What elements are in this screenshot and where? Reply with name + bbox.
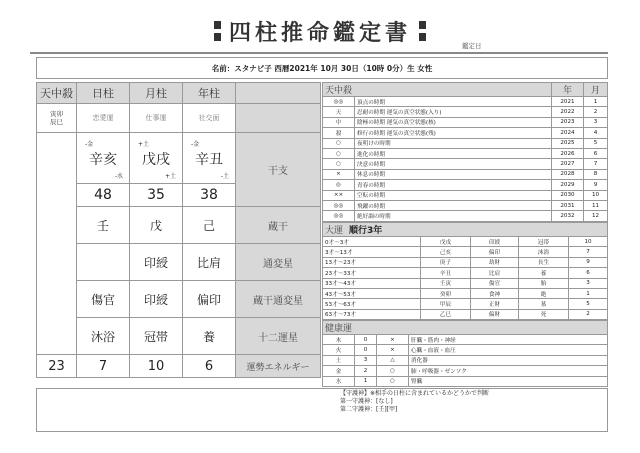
row-year: 2027 [552,159,584,169]
row-year: 2031 [552,200,584,210]
row-age: 53才～63才 [323,299,421,309]
kanshi-element-top: -金 [191,141,200,148]
row-year: 2030 [552,190,584,200]
row-juuni: 養 [519,268,569,278]
row-mark: ◎◎ [323,200,355,210]
guardian-first: 第一守護神：[なし] [340,398,393,405]
row-kanshi: 辛丑 [421,268,471,278]
tenchusatsu-values [37,104,77,133]
row-age: 0才～3才 [323,237,421,247]
tenchusatsu-panel-title: 天中殺 [323,83,552,97]
kanshi-element-bottom: -土 [220,173,229,180]
row-text: 進化の時期 [355,148,552,158]
row-organs: 腎臓 [409,376,608,386]
row-mark: ◎◎ [323,97,355,107]
health-row [323,355,608,365]
kanshi-year [183,133,236,184]
row-organs: 肝臓・筋肉・神経 [409,335,608,345]
document-title [214,16,426,47]
row-tsuhen: 傷官 [471,278,519,288]
row-mark: ○ [323,159,355,169]
taiun-panel [322,222,608,320]
blank-label-cell [236,104,321,133]
kanshi-element-bottom: +土 [164,173,176,180]
row-kanshi: 庚子 [421,257,471,267]
row-element: 金 [323,366,355,376]
header-tenchusatsu: 天中殺 [37,83,77,104]
row-tsuhen: 比肩 [471,268,519,278]
taiun-title: 大運 [325,226,344,236]
row-organs: 肺・呼吸器・ゼンソク [409,366,608,376]
row-text: 青春の時期 [355,180,552,190]
document-title-bar [0,14,640,50]
tenchusatsu-panel [322,82,608,222]
tenchusatsu-row [323,148,608,158]
taiun-row [323,247,608,257]
kanshi-main: 辛亥 [89,152,117,168]
row-month: 9 [584,180,608,190]
row-age: 23才～33才 [323,268,421,278]
row-mark: ◎◎ [323,211,355,221]
header-day-pillar: 日柱 [77,83,130,104]
health-row [323,366,608,376]
row-age: 63才～73才 [323,309,421,319]
fortune-label-year: 社交面 [183,104,236,133]
row-age: 33才～43才 [323,278,421,288]
row-text: 頂点の時期 [355,97,552,107]
taiun-row [323,257,608,267]
health-row [323,335,608,345]
row-mark: 中 [323,117,355,127]
row-text: 決意の時期 [355,159,552,169]
row-year: 2024 [552,128,584,138]
row-juuni: 墓 [519,299,569,309]
taiun-subtitle: 順行3年 [349,226,383,236]
tenchusatsu-value: 寅卯 [50,110,63,118]
kanshi-month [130,133,183,184]
row-organs: 心臓・血液・血圧 [409,345,608,355]
zoukan-tsuhen-day: 傷官 [77,281,130,318]
tenchusatsu-row [323,107,608,117]
row-month: 6 [584,148,608,158]
row-mark: △ [377,355,409,365]
row-energy: 7 [569,247,608,257]
row-element: 木 [323,335,355,345]
four-pillars-table [36,82,321,378]
row-text: 空転の時期 [355,190,552,200]
label-zoukan: 蔵干 [236,207,321,244]
row-count: 0 [355,345,377,355]
title-text: 四柱推命鑑定書 [228,20,411,46]
row-year: 2022 [552,107,584,117]
tenchusatsu-row [323,128,608,138]
row-month: 4 [584,128,608,138]
row-tsuhen: 劫財 [471,257,519,267]
fortune-label-day: 恋愛運 [77,104,130,133]
name-box [36,57,608,79]
row-year: 2025 [552,138,584,148]
energy-total: 23 [37,355,77,378]
row-organs: 消化器 [409,355,608,365]
row-kanshi: 乙巳 [421,309,471,319]
row-energy: 5 [569,299,608,309]
row-count: 2 [355,366,377,376]
appraisal-date-label: 鑑定日 [462,42,482,50]
health-row [323,376,608,386]
label-juuni: 十二運星 [236,318,321,355]
tenchusatsu-row [323,138,608,148]
tsuhen-year: 比肩 [183,244,236,281]
row-month: 5 [584,138,608,148]
row-juuni: 冠帯 [519,237,569,247]
tenchusatsu-row [323,180,608,190]
row-tsuhen: 偏印 [471,247,519,257]
row-kanshi: 己亥 [421,247,471,257]
row-juuni: 絶 [519,288,569,298]
row-element: 火 [323,345,355,355]
zoukan-tsuhen-month: 印綬 [130,281,183,318]
tenchusatsu-blank-column [37,133,77,355]
row-tsuhen: 偏財 [471,309,519,319]
col-month: 月 [584,83,608,97]
header-year-pillar: 年柱 [183,83,236,104]
row-year: 2026 [552,148,584,158]
zoukan-day: 壬 [77,207,130,244]
row-mark: × [323,169,355,179]
row-element: 土 [323,355,355,365]
kanshi-element-bottom: -水 [114,173,123,180]
row-kanshi: 戊戌 [421,237,471,247]
guardian-second: 第二守護神：[壬][甲] [340,406,398,413]
row-kanshi: 癸卯 [421,288,471,298]
row-text: 陰極の時期 運気の真空状態(核) [355,117,552,127]
kanshi-element-top: +土 [138,141,150,148]
row-energy: 6 [569,268,608,278]
tenchusatsu-row [323,211,608,221]
row-month: 3 [584,117,608,127]
energy-day: 7 [77,355,130,378]
row-mark: ◎ [323,180,355,190]
row-energy: 9 [569,257,608,267]
col-year: 年 [552,83,584,97]
row-mark: × [377,335,409,345]
row-mark: ×× [323,190,355,200]
row-mark: ○ [377,366,409,376]
health-panel-title: 健康運 [323,321,608,335]
row-month: 7 [584,159,608,169]
juuni-year: 養 [183,318,236,355]
row-month: 12 [584,211,608,221]
guardian-text [340,390,489,414]
row-text: 修行の時期 運気の真空状態(残) [355,128,552,138]
taiun-row [323,299,608,309]
tenchusatsu-row [323,97,608,107]
row-tsuhen: 印綬 [471,237,519,247]
row-text: 夜明けの時期 [355,138,552,148]
row-month: 2 [584,107,608,117]
row-year: 2028 [552,169,584,179]
row-kanshi: 甲辰 [421,299,471,309]
kanshi-main: 辛丑 [195,152,223,168]
row-juuni: 沐浴 [519,247,569,257]
row-mark: × [377,345,409,355]
taiun-row [323,268,608,278]
row-energy: 10 [569,237,608,247]
row-age: 13才～23才 [323,257,421,267]
health-panel [322,320,608,387]
row-year: 2029 [552,180,584,190]
kanshi-number-month: 35 [130,184,183,207]
row-count: 0 [355,335,377,345]
row-year: 2032 [552,211,584,221]
row-tsuhen: 食神 [471,288,519,298]
row-kanshi: 壬寅 [421,278,471,288]
zoukan-month: 戊 [130,207,183,244]
juuni-day: 沐浴 [77,318,130,355]
header-month-pillar: 月柱 [130,83,183,104]
guardian-heading: 【守護神】※相手の日柱に含まれているかどうかで判断 [340,390,490,397]
row-year: 2023 [552,117,584,127]
tenchusatsu-row [323,200,608,210]
row-energy: 1 [569,288,608,298]
row-month: 1 [584,97,608,107]
health-row [323,345,608,355]
row-tsuhen: 正財 [471,299,519,309]
tenchusatsu-row [323,159,608,169]
label-kanshi: 干支 [236,133,321,207]
tenchusatsu-row [323,169,608,179]
row-mark: 天 [323,107,355,117]
square-bullet-icon [214,21,221,41]
energy-year: 6 [183,355,236,378]
row-age: 3才～13才 [323,247,421,257]
tsuhen-day [77,244,130,281]
row-text: 忍耐の時期 運気の真空状態(入り) [355,107,552,117]
row-energy: 3 [569,278,608,288]
zoukan-year: 己 [183,207,236,244]
row-juuni: 長生 [519,257,569,267]
juuni-month: 冠帯 [130,318,183,355]
row-text: 飛躍の時期 [355,200,552,210]
energy-month: 10 [130,355,183,378]
row-month: 11 [584,200,608,210]
row-age: 43才～53才 [323,288,421,298]
label-zoukan-tsuhen: 蔵干通変星 [236,281,321,318]
kanshi-element-top: -金 [85,141,94,148]
taiun-row [323,288,608,298]
label-energy: 運勢エネルギー [236,355,321,378]
row-juuni: 死 [519,309,569,319]
row-count: 1 [355,376,377,386]
row-element: 水 [323,376,355,386]
row-month: 8 [584,169,608,179]
label-tsuhen: 通変星 [236,244,321,281]
fortune-label-month: 仕事運 [130,104,183,133]
row-month: 10 [584,190,608,200]
row-mark: ○ [323,138,355,148]
header-blank [236,83,321,104]
taiun-row [323,237,608,247]
row-mark: 殺 [323,128,355,138]
row-mark: ○ [377,376,409,386]
kanshi-main: 戊戌 [142,152,170,168]
kanshi-number-day: 48 [77,184,130,207]
zoukan-tsuhen-year: 偏印 [183,281,236,318]
taiun-row [323,309,608,319]
row-text: 絶好調の時期 [355,211,552,221]
taiun-row [323,278,608,288]
row-count: 3 [355,355,377,365]
row-juuni: 胎 [519,278,569,288]
tenchusatsu-value: 辰巳 [50,118,63,126]
row-mark: ○ [323,148,355,158]
square-bullet-icon [419,21,426,41]
taiun-panel-title [323,223,608,237]
row-energy: 2 [569,309,608,319]
tenchusatsu-row [323,117,608,127]
title-divider [30,52,608,54]
kanshi-number-year: 38 [183,184,236,207]
name-line: 名前：スタナビ子 西暦2021年 10月 30日（10時 0分）生 女性 [211,63,433,73]
tenchusatsu-row [323,190,608,200]
guardian-box [36,388,608,432]
row-text: 休息の時期 [355,169,552,179]
row-year: 2021 [552,97,584,107]
tsuhen-month: 印綬 [130,244,183,281]
kanshi-day [77,133,130,184]
